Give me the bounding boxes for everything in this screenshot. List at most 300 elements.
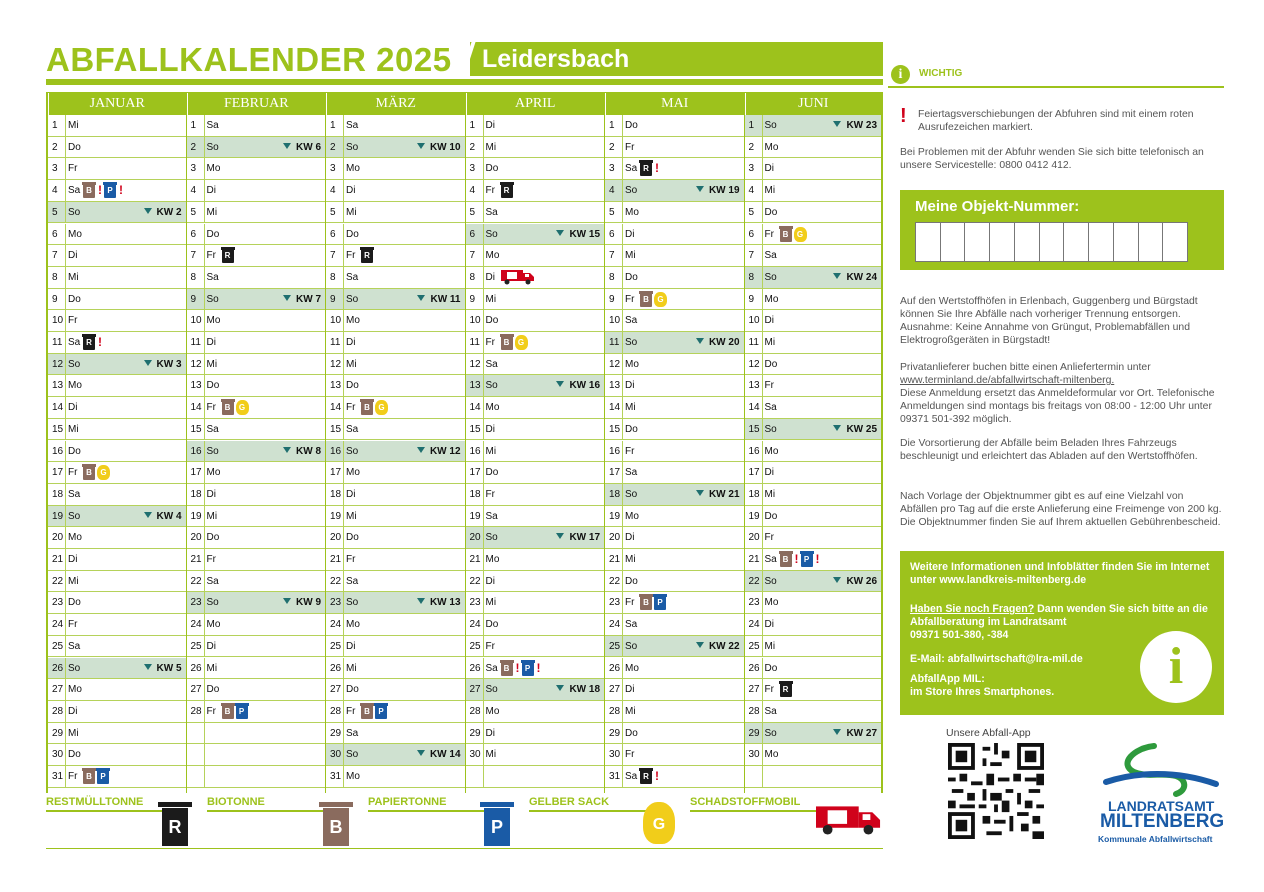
weekday: Do [346,380,359,392]
day-row [326,527,465,549]
weekday: Fr [625,293,635,305]
pickup-icons [640,291,667,308]
terminland-link[interactable]: www.terminland.de/abfallwirtschaft-miltenberg. [900,375,1115,386]
legend-label: SCHADSTOFFMOBIL [690,796,830,812]
day-row [605,375,744,397]
day-separator [204,723,205,744]
day-number: 21 [748,554,760,565]
day-row [187,419,326,441]
day-row [745,419,882,441]
day-row [745,723,882,745]
weekday: Do [485,467,499,479]
weekday: Sa [346,575,359,587]
bio-bin-icon: B [780,552,792,567]
day-number: 16 [190,445,202,457]
day-number: 21 [609,554,621,565]
day-row [326,571,465,593]
title-underline [46,79,883,85]
day-number: 19 [52,510,64,522]
weekday: Di [206,488,216,500]
day-number: 23 [52,597,64,609]
day-number: 4 [52,185,58,197]
day-row [326,137,465,159]
day-row [605,592,744,614]
weekday: Mo [485,250,500,262]
day-number: 7 [609,250,615,262]
day-number: 4 [748,185,755,197]
day-number: 14 [52,402,64,414]
pickup-icons [361,703,387,720]
weekday: Do [346,532,359,544]
day-row [48,158,186,180]
pickup-icons [640,594,666,611]
bio-bin-icon: B [321,802,351,846]
day-number: 8 [469,271,476,283]
weekday: So [625,640,638,652]
calendar-week-label: KW 5 [144,658,182,679]
day-number: 1 [748,120,755,131]
day-row [605,636,744,658]
day-row [745,115,882,137]
weekday: Sa [68,488,81,500]
vorsortierung-note: Die Vorsortierung der Abfälle beim Beladen Ihres Fahrzeugs beschleunigt und erleichtert das Abladen auf den Wertstoffhöfen. [900,438,1198,462]
bio-bin-icon: B [780,227,792,242]
day-number: 26 [748,662,760,674]
weekday: Di [625,684,635,696]
weekday: Do [206,380,220,392]
day-number: 17 [469,467,481,479]
month-column-1 [186,93,326,793]
holiday-shift-icon: ! [655,769,659,783]
day-row [605,527,744,549]
day-row [745,375,882,397]
pickup-icons [222,703,248,720]
restmuell-bin-icon: R [640,161,652,176]
day-number: 9 [330,293,336,305]
day-number: 11 [190,337,201,348]
day-number: 28 [52,705,64,717]
weekday: Mi [68,120,79,131]
weekday: Mi [764,488,776,500]
day-number: 16 [609,445,621,457]
weekday: Do [625,423,638,435]
day-row [187,115,326,137]
day-row [605,245,744,267]
weekday: Di [485,423,495,435]
calendar-week-label: KW 8 [283,441,321,462]
day-row [326,289,465,311]
weekday: Sa [625,619,638,631]
bio-bin-icon: B [83,465,95,480]
day-row [466,462,605,484]
day-number: 3 [190,163,197,175]
day-row [326,614,465,636]
day-row [605,614,744,636]
day-number: 22 [190,575,202,587]
day-number: 11 [469,337,480,348]
weekday: Mo [625,510,639,522]
weekday: Mi [485,141,497,153]
weekday: So [485,380,498,392]
bio-bin-icon: B [222,400,234,415]
gelber-sack-icon: G [236,400,249,415]
pickup-icons [83,768,109,785]
day-number: 13 [748,380,760,392]
day-number: 22 [609,575,621,587]
day-row [326,592,465,614]
day-row [48,658,186,680]
day-row [48,592,186,614]
day-row [48,766,186,788]
day-number: 24 [609,619,621,631]
day-row [466,332,605,354]
day-row [745,701,882,723]
day-number: 4 [609,185,615,197]
calendar-week-label: KW 15 [556,224,600,245]
day-row [605,679,744,701]
day-row [326,115,465,137]
day-row [187,224,326,246]
bio-bin-icon: B [640,292,652,307]
day-number: 29 [52,727,64,739]
weekday: Mo [346,163,360,175]
restmuell-bin-icon: R [361,248,373,263]
day-number: 20 [469,532,481,544]
day-number: 26 [330,662,342,674]
day-row [605,224,744,246]
day-number: 5 [469,206,476,218]
day-number: 10 [190,315,202,327]
anlieferung-note [900,361,1222,426]
day-row [326,397,465,419]
weekday: Fr [346,250,356,262]
day-number: 12 [609,358,621,370]
day-row [187,527,326,549]
weekday: Fr [346,402,356,414]
weekday: Do [764,662,778,674]
day-row [605,441,744,463]
day-row [745,397,882,419]
day-row [326,484,465,506]
day-row [187,137,326,159]
day-number: 24 [52,619,64,631]
weekday: So [68,510,81,522]
weekday: Fr [346,554,356,565]
weekday: Sa [764,705,777,717]
weekday: Do [346,684,359,696]
bio-bin-icon: B [640,595,652,610]
object-number-field[interactable] [915,222,1188,262]
weekday: Di [346,337,356,348]
restmuell-bin-icon: R [83,335,95,350]
weekday: Di [68,554,78,565]
weekday: Sa [346,271,359,283]
day-row [466,115,605,137]
calendar-week-label: KW 2 [144,202,182,223]
day-row [326,419,465,441]
day-number: 30 [330,749,342,761]
day-row [48,375,186,397]
day-number: 23 [469,597,481,609]
day-row [745,679,882,701]
day-row [48,441,186,463]
day-number: 13 [330,380,342,392]
weekday: So [485,228,498,240]
day-row [745,744,882,766]
qr-code-icon[interactable] [948,743,1044,839]
papier-bin-icon: P [236,704,248,719]
day-number: 6 [52,228,58,240]
weekday: Mi [206,510,218,522]
day-number: 6 [469,228,476,240]
weekday: Sa [625,467,638,479]
weekday: Do [68,293,81,305]
weekday: Mi [206,662,218,674]
weekday: So [206,141,219,153]
calendar-week-label: KW 22 [696,636,740,657]
day-separator [762,766,763,787]
pickup-icons [640,768,659,785]
weekday: Fr [206,402,216,414]
day-row [326,310,465,332]
location-title: Leidersbach [470,42,883,76]
day-number: 6 [748,228,755,240]
calendar-week-label: KW 20 [696,332,740,353]
day-number: 9 [190,293,197,305]
day-number: 2 [330,141,336,153]
day-row [745,527,882,549]
day-row [48,549,186,571]
gelber-sack-icon: G [643,802,675,844]
month-column-4 [604,93,744,793]
weekday: Di [485,271,495,283]
wertstoffhof-note: Auf den Wertstoffhöfen in Erlenbach, Guggenberg und Bürgstadt können Sie Ihre Abfälle nach vorheriger Trennung entsorgen. Ausnahme: Keine Annahme von Grüngut, Problemabfällen und Elektrogroßgeräten in Bürgstadt! [900,296,1198,346]
weekday: Do [625,271,638,283]
day-number: 29 [469,727,481,739]
day-number: 18 [609,488,621,500]
day-row [466,245,605,267]
day-row [187,202,326,224]
holiday-shift-icon: ! [536,660,541,675]
day-row [605,571,744,593]
day-row [326,636,465,658]
object-number-box [900,190,1224,270]
day-number: 20 [330,532,342,544]
day-number: 16 [330,445,342,457]
weekday: So [625,337,638,348]
day-row [187,354,326,376]
weekday: Sa [764,554,777,565]
weekday: So [68,358,81,370]
weekday: Mi [625,554,636,565]
weekday: Fr [485,185,495,197]
day-row [187,766,326,788]
day-row [326,354,465,376]
weekday: Fr [68,771,78,782]
day-number: 20 [748,532,760,544]
weekday: Mo [346,619,360,631]
bio-bin-icon: B [501,335,513,350]
day-row [326,679,465,701]
weekday: Di [625,532,635,544]
day-number: 28 [469,705,481,717]
day-row [605,332,744,354]
day-number: 3 [52,163,58,175]
day-number: 2 [748,141,755,153]
day-number: 23 [330,597,342,609]
day-number: 7 [190,250,197,262]
papier-bin-icon: P [654,595,666,610]
day-number: 24 [748,619,760,631]
gelber-sack-icon: G [375,400,388,415]
day-number: 26 [469,662,481,674]
pickup-icons [501,660,541,677]
day-number: 20 [190,532,202,544]
weekday: Fr [764,684,774,696]
weekday: Sa [625,163,638,175]
month-column-2 [325,93,465,793]
day-number: 15 [609,423,621,435]
day-row [605,289,744,311]
weekday: Mi [346,358,357,370]
weekday: Mi [68,575,79,587]
legend [46,796,883,852]
day-row [745,245,882,267]
weekday: Mi [68,271,79,283]
day-row [745,658,882,680]
day-row [745,158,882,180]
day-row [48,115,186,137]
day-row [745,267,882,289]
day-number: 14 [330,402,342,414]
day-number: 1 [330,120,336,131]
calendar-week-label: KW 21 [696,484,740,505]
day-row [48,462,186,484]
restmuell-bin-icon: R [501,183,513,198]
day-number: 24 [190,619,202,631]
month-header: MAI [605,93,744,115]
weekday: Fr [625,141,635,153]
day-row [326,158,465,180]
day-number: 1 [190,120,197,131]
weekday: Di [206,185,216,197]
day-row [48,180,186,202]
weekday: Fr [485,640,495,652]
weekday: Sa [68,337,81,348]
schadstoffmobil-icon [501,269,535,285]
weekday: Mi [206,206,218,218]
weekday: Mi [485,749,497,761]
weekday: Mi [485,597,497,609]
info-icon: i [891,65,910,84]
day-number: 25 [190,640,202,652]
day-number: 29 [748,727,760,739]
weekday: Mo [68,532,82,544]
weekday: Mi [485,445,497,457]
day-row [466,592,605,614]
weekday: Do [206,684,220,696]
day-row [745,289,882,311]
weekday: Mi [206,358,218,370]
weekday: Do [68,141,81,153]
day-row [745,224,882,246]
month-header: JUNI [745,93,882,115]
weekday: Do [625,727,638,739]
day-row [605,766,744,788]
pickup-icons [83,182,123,199]
papier-bin-icon: P [104,183,116,198]
questions-heading: Haben Sie noch Fragen? [910,603,1035,615]
calendar-week-label: KW 12 [417,441,461,462]
weekday: Fr [625,445,635,457]
weekday: Sa [485,358,498,370]
day-row [326,506,465,528]
day-number: 26 [190,662,202,674]
weekday: Mi [764,337,776,348]
day-row [745,636,882,658]
weekday: Fr [485,337,495,348]
day-row [187,397,326,419]
day-row [745,571,882,593]
weekday: Fr [346,705,356,717]
day-separator [483,766,484,787]
pickup-icons [640,160,659,177]
day-row [745,766,882,788]
weekday: So [206,597,219,609]
day-row [466,658,605,680]
weekday: So [346,597,359,609]
weekday: Mo [206,163,221,175]
weekday: Di [764,163,774,175]
day-row [326,549,465,571]
day-separator [204,766,205,787]
day-number: 29 [330,727,342,739]
day-number: 18 [52,488,64,500]
day-number: 9 [748,293,755,305]
day-row [745,614,882,636]
pickup-icons [780,681,792,698]
weekday: Do [485,315,499,327]
day-number: 23 [748,597,760,609]
weekday: Mi [485,293,497,305]
weekday: Mo [68,228,82,240]
day-number: 29 [609,727,621,739]
weekday: Fr [68,467,78,479]
weekday: Mi [764,640,776,652]
holiday-shift-icon: ! [98,183,102,198]
day-row [48,267,186,289]
papier-bin-icon: P [801,552,813,567]
day-row [187,310,326,332]
day-number: 22 [52,575,64,587]
day-row [48,397,186,419]
day-row [48,636,186,658]
contact-email[interactable]: E-Mail: abfallwirtschaft@lra-mil.de [910,653,1083,665]
weekday: Di [206,337,216,348]
day-row [48,701,186,723]
weekday: Sa [485,206,498,218]
day-number: 12 [190,358,202,370]
calendar-week-label: KW 24 [833,267,877,288]
weekday: So [485,532,498,544]
day-row [466,180,605,202]
weekday: Mo [68,684,82,696]
holiday-shift-icon: ! [815,552,820,566]
day-number: 15 [52,423,64,435]
day-number: 13 [52,380,64,392]
day-row [187,267,326,289]
month-column-5 [744,93,884,793]
